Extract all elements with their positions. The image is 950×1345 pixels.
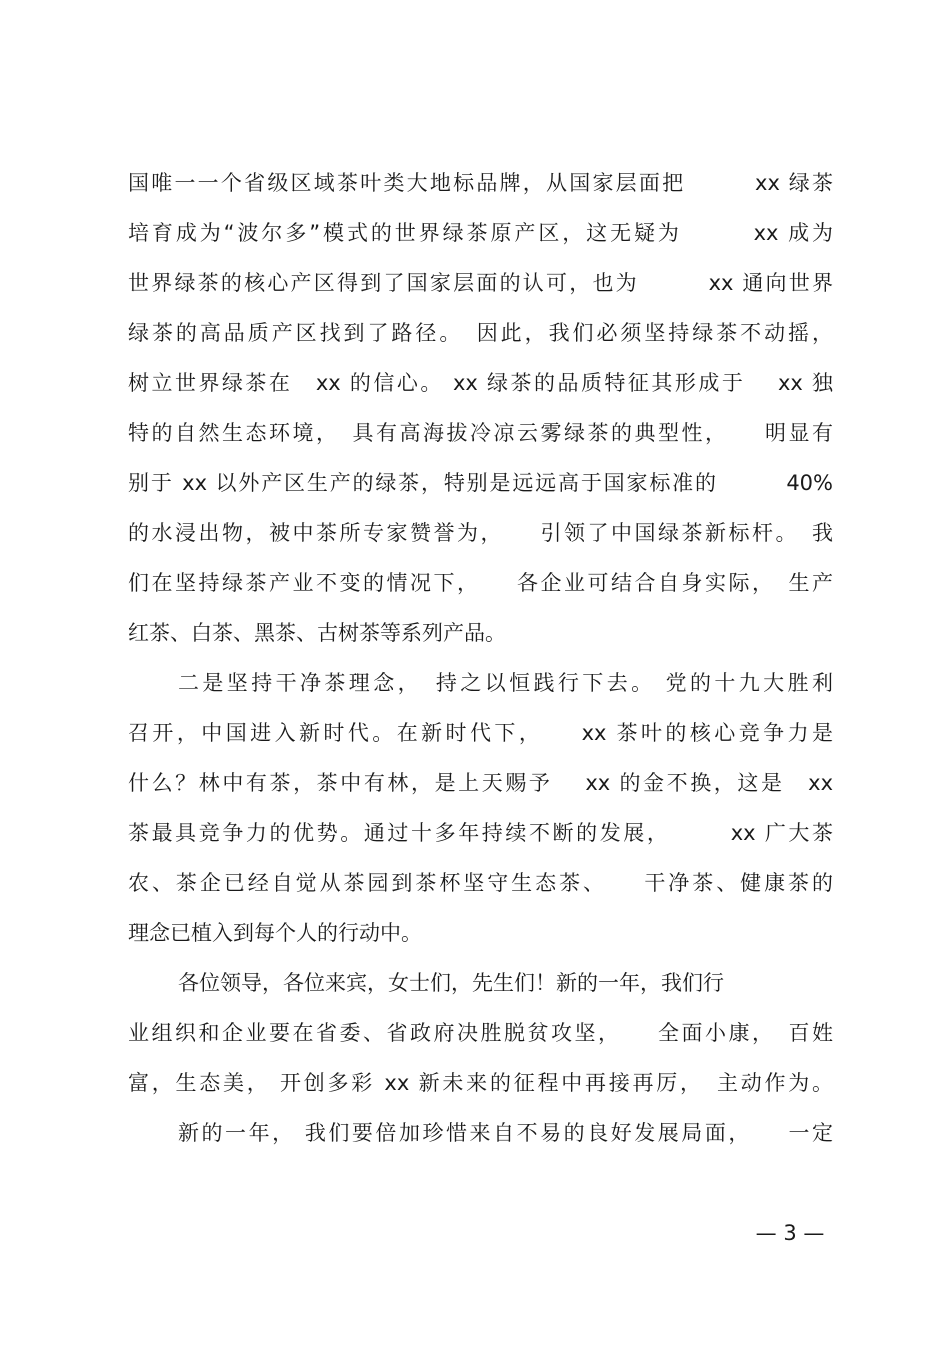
- text-line: 别于 xx 以外产区生产的绿茶，特别是远远高于国家标准的 40%: [128, 471, 833, 495]
- paragraph-first-line: 新的一年， 我们要倍加珍惜来自不易的良好发展局面， 一定: [178, 1121, 833, 1145]
- text-line: 业组织和企业要在省委、省政府决胜脱贫攻坚， 全面小康， 百姓: [128, 1021, 833, 1045]
- text-line: 什么？林中有茶，茶中有林，是上天赐予 xx 的金不换，这是 xx: [128, 771, 833, 795]
- page-number: — 3 —: [755, 1221, 825, 1245]
- text-line: 理念已植入到每个人的行动中。: [128, 921, 422, 945]
- text-line: 农、茶企已经自觉从茶园到茶杯坚守生态茶、 干净茶、健康茶的: [128, 871, 833, 895]
- text-line: 培育成为“波尔多”模式的世界绿茶原产区，这无疑为 xx 成为: [128, 221, 833, 245]
- paragraph-first-line: 各位领导，各位来宾，女士们，先生们！新的一年，我们行: [178, 971, 724, 995]
- text-line: 们在坚持绿茶产业不变的情况下， 各企业可结合自身实际， 生产: [128, 571, 833, 595]
- text-line: 红茶、白茶、黑茶、古树茶等系列产品。: [128, 621, 506, 645]
- text-line: 世界绿茶的核心产区得到了国家层面的认可，也为 xx 通向世界: [128, 271, 833, 295]
- text-line: 的水浸出物，被中茶所专家赞誉为， 引领了中国绿茶新标杆。 我: [128, 521, 833, 545]
- text-line: 绿茶的高品质产区找到了路径。 因此，我们必须坚持绿茶不动摇，: [128, 321, 833, 345]
- text-line: 茶最具竞争力的优势。通过十多年持续不断的发展， xx 广大茶: [128, 821, 833, 845]
- text-line: 富，生态美， 开创多彩 xx 新未来的征程中再接再厉， 主动作为。: [128, 1071, 833, 1095]
- paragraph-first-line: 二是坚持干净茶理念， 持之以恒践行下去。 党的十九大胜利: [178, 671, 833, 695]
- text-line: 国唯一一个省级区域茶叶类大地标品牌，从国家层面把 xx 绿茶: [128, 171, 833, 195]
- text-line: 树立世界绿茶在 xx 的信心。 xx 绿茶的品质特征其形成于 xx 独: [128, 371, 833, 395]
- text-line: 特的自然生态环境， 具有高海拔冷凉云雾绿茶的典型性， 明显有: [128, 421, 833, 445]
- text-line: 召开，中国进入新时代。在新时代下， xx 茶叶的核心竞争力是: [128, 721, 833, 745]
